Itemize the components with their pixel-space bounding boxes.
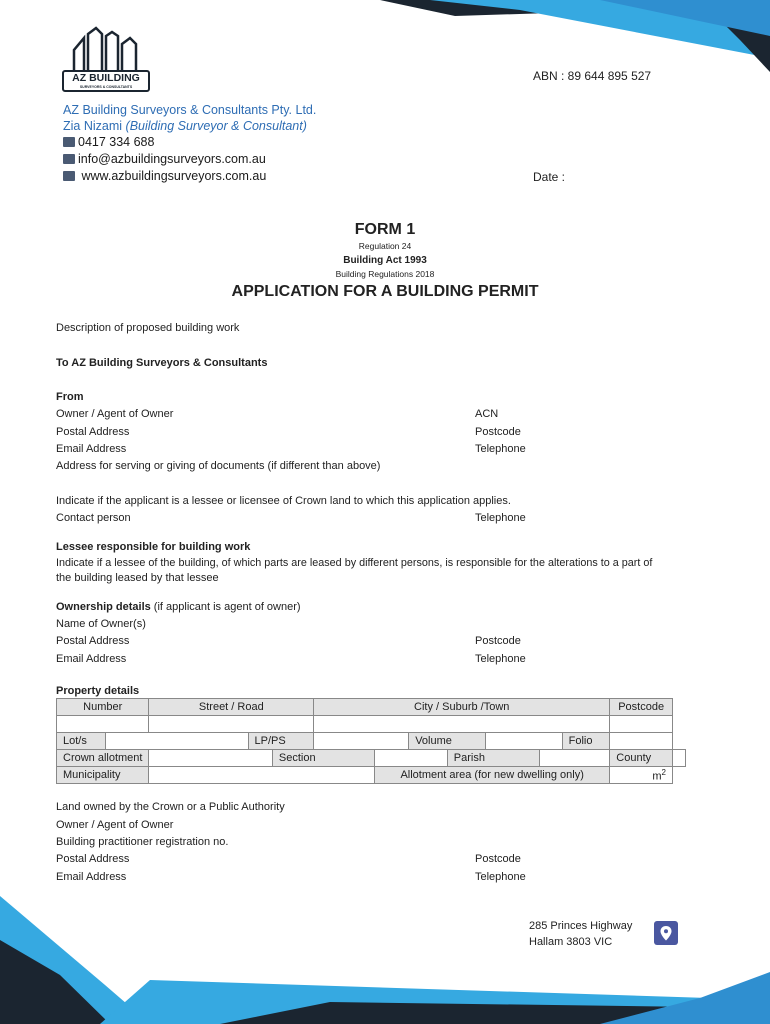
postcode-label: Postcode (475, 426, 521, 438)
lessee-text-line-2: the building leased by that lessee (56, 572, 219, 584)
volume-field[interactable] (486, 733, 562, 750)
table-crown-row (57, 750, 686, 767)
section-field[interactable] (375, 750, 448, 767)
municipality-label: Municipality (57, 767, 149, 784)
lessee-text-line-1: Indicate if a lessee of the building, of which parts are leased by different persons, is responsible for the alterations to a part of (56, 557, 653, 569)
owner-postcode-label: Postcode (475, 635, 521, 647)
crown-postal-label: Postal Address (56, 853, 130, 865)
email-address[interactable]: info@azbuildingsurveyors.com.au (78, 152, 266, 166)
allotment-area-label: Allotment area (for new dwelling only) (375, 767, 610, 784)
practitioner-label: Building practitioner registration no. (56, 836, 229, 848)
crown-postcode-label: Postcode (475, 853, 521, 865)
ownership-heading-line (56, 601, 301, 613)
folio-field[interactable] (610, 733, 673, 750)
surveyor-role: (Building Surveyor & Consultant) (125, 119, 307, 133)
to-label: To AZ Building Surveyors & Consultants (56, 357, 268, 369)
volume-label: Volume (409, 733, 486, 750)
date-label: Date : (533, 170, 566, 184)
lpps-field[interactable] (314, 733, 409, 750)
contact-person-label: Contact person (56, 512, 131, 524)
contact-telephone-label: Telephone (475, 512, 526, 524)
area-unit: m (652, 770, 662, 783)
address-serving-label: Address for serving or giving of documents (if different than above) (56, 460, 381, 472)
surveyor-line (63, 119, 307, 133)
area-unit-sup: 2 (661, 767, 666, 777)
owner-email-label: Email Address (56, 653, 127, 665)
crown-telephone-label: Telephone (475, 871, 526, 883)
city-field[interactable] (314, 716, 610, 733)
folio-label: Folio (562, 733, 610, 750)
municipality-field[interactable] (149, 767, 375, 784)
email-line (63, 152, 266, 166)
owner-telephone-label: Telephone (475, 653, 526, 665)
phone-icon (63, 137, 75, 147)
ownership-heading: Ownership details (56, 601, 151, 613)
table-municipality-row (57, 767, 686, 784)
owner-postal-label: Postal Address (56, 635, 130, 647)
form-regulation: Regulation 24 (358, 241, 412, 251)
ownership-note: (if applicant is agent of owner) (150, 601, 301, 613)
crown-allotment-field[interactable] (149, 750, 272, 767)
telephone-label: Telephone (475, 443, 526, 455)
lessee-heading: Lessee responsible for building work (56, 541, 251, 553)
table-input-row (57, 716, 686, 733)
company-logo (62, 26, 148, 92)
lpps-label: LP/PS (248, 733, 314, 750)
logo-tagline: SURVEYORS & CONSULTANTS (79, 85, 133, 89)
postcode-header: Postcode (610, 699, 673, 716)
allotment-area-field[interactable] (610, 767, 673, 784)
web-icon (63, 171, 75, 181)
form-regs: Building Regulations 2018 (335, 269, 435, 279)
owner-agent-label: Owner / Agent of Owner (56, 408, 174, 420)
form-heading: APPLICATION FOR A BUILDING PERMIT (231, 283, 539, 300)
number-header: Number (57, 699, 149, 716)
web-line (63, 169, 266, 183)
website-link[interactable]: www.azbuildingsurveyors.com.au (81, 169, 267, 183)
footer-banner (0, 880, 770, 1024)
logo-name: AZ BUILDING (72, 72, 140, 84)
footer-address-line-1: 285 Princes Highway (529, 920, 633, 932)
form-act: Building Act 1993 (343, 255, 427, 266)
parish-field[interactable] (540, 750, 610, 767)
city-header: City / Suburb /Town (314, 699, 610, 716)
company-name: AZ Building Surveyors & Consultants Pty. Ltd. (63, 103, 317, 117)
section-label: Section (272, 750, 374, 767)
phone-number: 0417 334 688 (78, 135, 155, 149)
crown-land-indicator: Indicate if the applicant is a lessee or licensee of Crown land to which this application applies. (56, 495, 511, 507)
form-title: FORM 1 (354, 221, 416, 238)
building-logo-icon (62, 26, 148, 72)
phone-line (63, 135, 154, 149)
owner-names-label: Name of Owner(s) (56, 618, 146, 630)
street-header: Street / Road (149, 699, 314, 716)
parish-label: Parish (447, 750, 540, 767)
crown-email-label: Email Address (56, 871, 127, 883)
email-address-label: Email Address (56, 443, 127, 455)
lots-label: Lot/s (57, 733, 106, 750)
footer-address-line-2: Hallam 3803 VIC (529, 936, 613, 948)
acn-label: ACN (475, 408, 499, 420)
crown-allotment-label: Crown allotment (57, 750, 149, 767)
crown-owner-agent-label: Owner / Agent of Owner (56, 819, 174, 831)
description-label: Description of proposed building work (56, 322, 240, 334)
postal-address-label: Postal Address (56, 426, 130, 438)
street-field[interactable] (149, 716, 314, 733)
property-details-table (56, 698, 686, 784)
email-icon (63, 154, 75, 164)
lots-field[interactable] (106, 733, 248, 750)
table-header-row (57, 699, 686, 716)
from-label: From (56, 391, 84, 403)
crown-land-label: Land owned by the Crown or a Public Authority (56, 801, 285, 813)
postcode-field[interactable] (610, 716, 673, 733)
abn: ABN : 89 644 895 527 (533, 69, 652, 83)
county-label: County (610, 750, 673, 767)
surveyor-name: Zia Nizami (63, 119, 123, 133)
number-field[interactable] (57, 716, 149, 733)
county-field[interactable] (673, 750, 686, 767)
table-lot-row (57, 733, 686, 750)
property-heading: Property details (56, 685, 140, 697)
